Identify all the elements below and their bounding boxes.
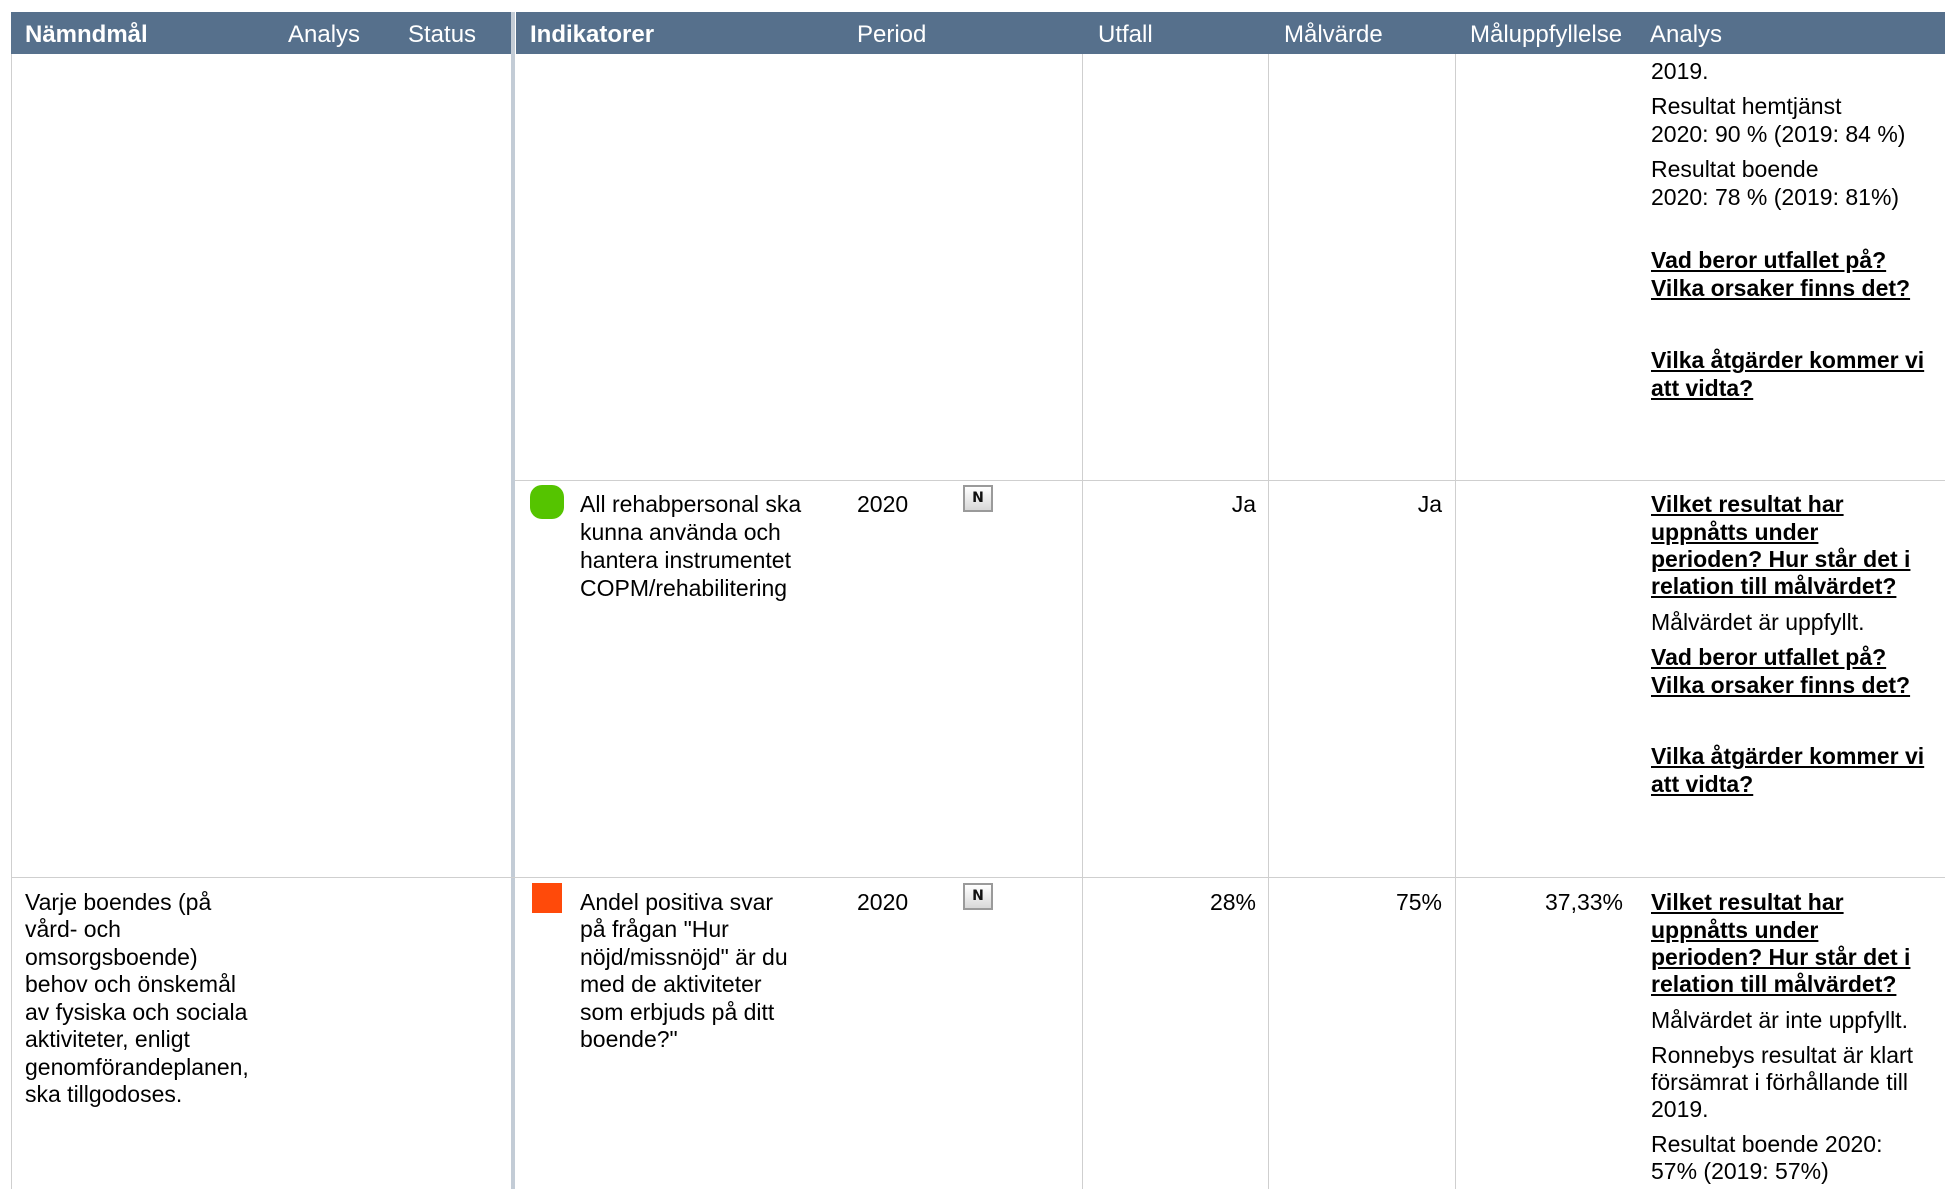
grid-line-maluppfyllelse — [1455, 54, 1456, 1189]
analysis-question-result: perioden? Hur står det i — [1651, 944, 1911, 970]
indicator-text: COPM/rehabilitering — [580, 575, 788, 601]
column-header-namndmal[interactable]: Nämndmål — [25, 21, 148, 48]
analysis-text: Målvärdet är inte uppfyllt. — [1651, 1007, 1908, 1033]
goal-text: av fysiska och sociala — [25, 999, 248, 1025]
analysis-question-result: uppnåtts under — [1651, 519, 1819, 545]
indicator-text: boende?" — [580, 1026, 678, 1052]
analysis-text: 2020: 90 % (2019: 84 %) — [1651, 121, 1906, 147]
analysis-text: Resultat hemtjänst — [1651, 93, 1842, 119]
indicator-text: kunna använda och — [580, 519, 781, 545]
analysis-question-result: perioden? Hur står det i — [1651, 546, 1911, 572]
indicator-text: hantera instrumentet — [580, 547, 791, 573]
analysis-question-cause: Vilka orsaker finns det? — [1651, 672, 1911, 698]
grid-line-left-edge — [11, 54, 12, 1189]
indicator-text: på frågan "Hur — [580, 916, 729, 942]
analysis-text: 2019. — [1651, 1096, 1709, 1122]
period-value: 2020 — [857, 491, 909, 517]
analysis-text: 57% (2019: 57%) — [1651, 1158, 1829, 1184]
grid-line-utfall — [1082, 54, 1083, 1189]
analysis-text: Resultat boende 2020: — [1651, 1131, 1883, 1157]
indicator-text: med de aktiviteter — [580, 971, 762, 997]
analysis-question-cause: Vad beror utfallet på? — [1651, 644, 1887, 670]
period-value: 2020 — [857, 889, 909, 915]
column-header-analys-left[interactable]: Analys — [288, 21, 361, 48]
analysis-question-actions: att vidta? — [1651, 771, 1754, 797]
analysis-text: Resultat boende — [1651, 156, 1819, 182]
analysis-question-cause: Vilka orsaker finns det? — [1651, 275, 1911, 301]
grid-line-malvarde — [1268, 54, 1269, 1189]
goal-text: vård- och — [25, 916, 121, 942]
indicator-text: Andel positiva svar — [580, 889, 774, 915]
analysis-text: Målvärdet är uppfyllt. — [1651, 609, 1865, 635]
column-header-indikatorer[interactable]: Indikatorer — [530, 21, 655, 48]
analysis-question-result: Vilket resultat har — [1651, 491, 1844, 517]
grid-line-row-1 — [515, 480, 1945, 481]
status-green-icon — [530, 485, 564, 519]
grid-line-row-2 — [11, 877, 1945, 878]
period-n-icon[interactable]: N — [963, 883, 993, 910]
goal-text: Varje boendes (på — [25, 889, 212, 915]
column-header-malvarde[interactable]: Målvärde — [1284, 21, 1383, 48]
analysis-text: Ronnebys resultat är klart — [1651, 1042, 1914, 1068]
analysis-question-actions: att vidta? — [1651, 375, 1754, 401]
status-red-icon — [532, 883, 562, 913]
column-header-status[interactable]: Status — [408, 21, 477, 48]
analysis-question-result: uppnåtts under — [1651, 917, 1819, 943]
analysis-question-cause: Vad beror utfallet på? — [1651, 247, 1887, 273]
analysis-text: försämrat i förhållande till — [1651, 1069, 1908, 1095]
indicator-text: nöjd/missnöjd" är du — [580, 944, 788, 970]
goal-text: behov och önskemål — [25, 971, 236, 997]
malvarde-value: 75% — [1395, 889, 1442, 915]
indicator-text: All rehabpersonal ska — [580, 491, 802, 517]
header-left — [11, 12, 511, 54]
analysis-question-result: relation till målvärdet? — [1651, 573, 1897, 599]
utfall-value: Ja — [1231, 491, 1256, 517]
analysis-question-result: relation till målvärdet? — [1651, 971, 1897, 997]
goal-text: genomförandeplanen, — [25, 1054, 249, 1080]
analysis-question-actions: Vilka åtgärder kommer vi — [1651, 743, 1925, 769]
header-right — [516, 12, 1945, 54]
column-header-utfall[interactable]: Utfall — [1098, 21, 1153, 48]
column-header-analys-right[interactable]: Analys — [1650, 21, 1723, 48]
goal-text: ska tillgodoses. — [25, 1081, 183, 1107]
period-n-icon[interactable]: N — [963, 485, 993, 512]
analysis-text: 2019. — [1651, 58, 1709, 84]
indicator-text: som erbjuds på ditt — [580, 999, 775, 1025]
maluppfyllelse-value: 37,33% — [1544, 889, 1623, 915]
goal-text: omsorgsboende) — [25, 944, 198, 970]
analysis-question-actions: Vilka åtgärder kommer vi — [1651, 347, 1925, 373]
malvarde-value: Ja — [1417, 491, 1442, 517]
analysis-text: 2020: 78 % (2019: 81%) — [1651, 184, 1900, 210]
column-header-maluppfyllelse[interactable]: Måluppfyllelse — [1470, 21, 1623, 48]
grid-line-section-divider — [511, 12, 515, 1189]
column-header-period[interactable]: Period — [857, 21, 927, 48]
goal-text: aktiviteter, enligt — [25, 1026, 190, 1052]
utfall-value: 28% — [1209, 889, 1256, 915]
analysis-question-result: Vilket resultat har — [1651, 889, 1844, 915]
